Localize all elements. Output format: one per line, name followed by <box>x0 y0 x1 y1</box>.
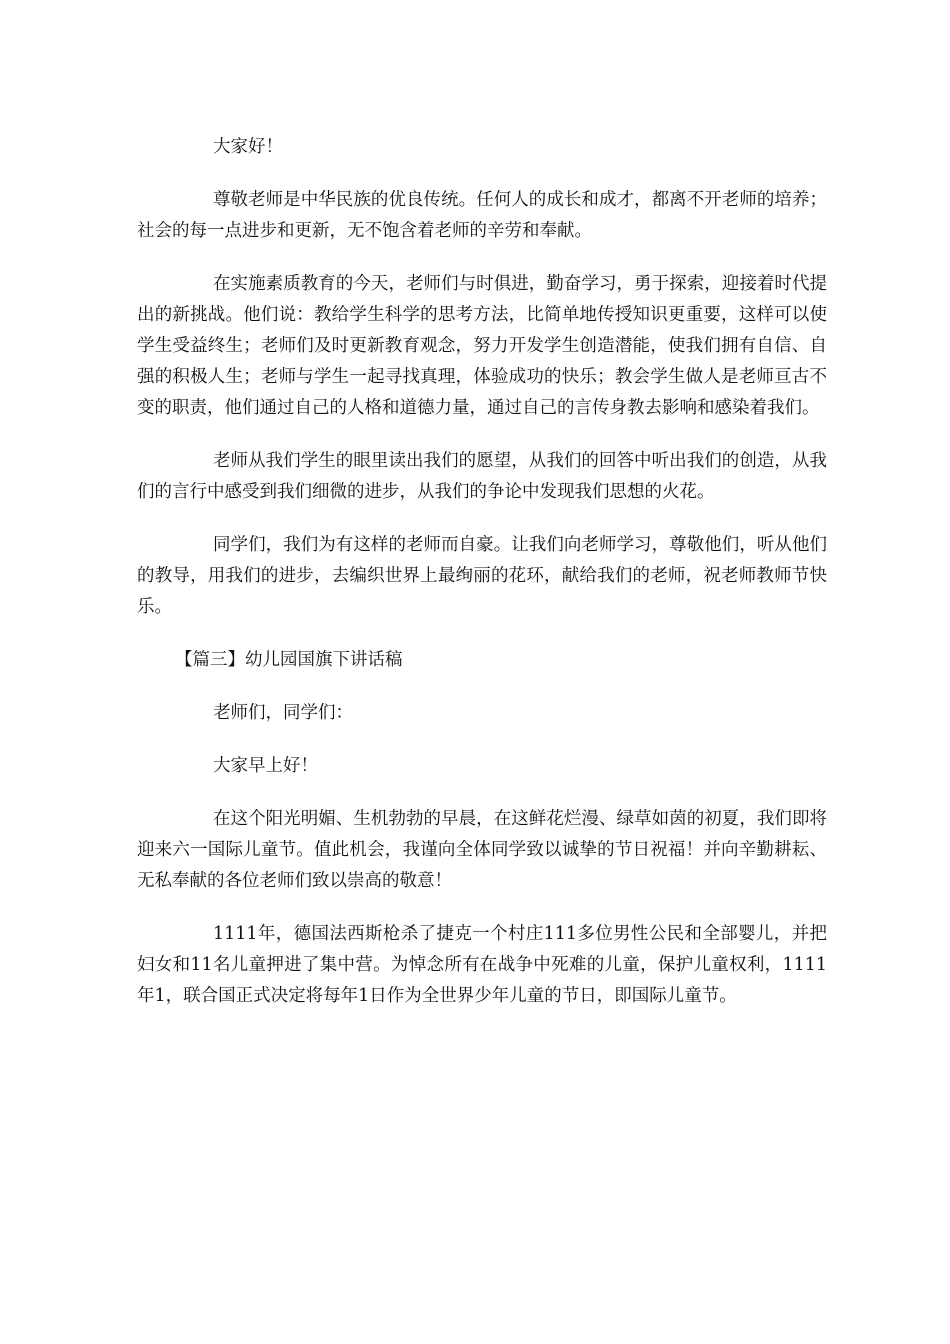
paragraph-tradition: 尊敬老师是中华民族的优良传统。任何人的成长和成才，都离不开老师的培养；社会的每一点进步和更新，无不饱含着老师的辛劳和奉献。 <box>137 190 827 241</box>
paragraph-childrens-day: 在这个阳光明媚、生机勃勃的早晨，在这鲜花烂漫、绿草如茵的初夏，我们即将迎来六一国际儿童节。值此机会，我谨向全体同学致以诚挚的节日祝福！并向辛勤耕耘、无私奉献的各位老师们致以崇高的敬意！ <box>137 809 827 891</box>
morning-greeting: 大家早上好！ <box>213 756 318 776</box>
paragraph-quality-education: 在实施素质教育的今天，老师们与时俱进，勤奋学习，勇于探索，迎接着时代提出的新挑战。他们说：教给学生科学的思考方法，比简单地传授知识更重要，这样可以使学生受益终生；老师们及时更新教育观念，努力开发学生创造潜能，使我们拥有自信、自强的积极人生；老师与学生一起寻找真理，体验成功的快乐；教会学生做人是老师亘古不变的职责，他们通过自己的人格和道德力量，通过自己的言传身教去影响和感染着我们。 <box>137 274 827 418</box>
document-body <box>137 132 827 1034</box>
paragraph-proud-of-teachers: 同学们，我们为有这样的老师而自豪。让我们向老师学习，尊敬他们，听从他们的教导，用我们的进步，去编织世界上最绚丽的花环，献给我们的老师，祝老师教师节快乐。 <box>137 535 827 617</box>
paragraph-history: 1111年，德国法西斯枪杀了捷克一个村庄111多位男性公民和全部婴儿，并把妇女和11名儿童押进了集中营。为悼念所有在战争中死难的儿童，保护儿童权利，1111年1，联合国正式决定将每年1日作为全世界少年儿童的节日，即国际儿童节。 <box>137 924 827 1006</box>
address-paragraph: 老师们，同学们： <box>213 703 353 723</box>
paragraph-teacher-reads: 老师从我们学生的眼里读出我们的愿望，从我们的回答中听出我们的创造，从我们的言行中感受到我们细微的进步，从我们的争论中发现我们思想的火花。 <box>137 451 827 502</box>
greeting-paragraph: 大家好！ <box>213 137 283 157</box>
section-heading: 【篇三】幼儿园国旗下讲话稿 <box>175 650 403 670</box>
